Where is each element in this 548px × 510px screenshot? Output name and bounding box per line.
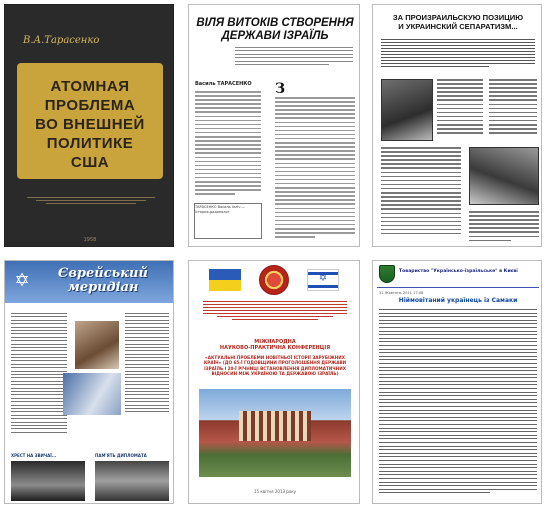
header-divider xyxy=(377,287,539,288)
newspaper-col-a xyxy=(437,79,483,136)
society-name: Товариство "Українсько-ізраїльське" в Києві xyxy=(399,269,518,274)
newspaper-headline: ЗА ПРОИЗРАИЛЬСКУЮ ПОЗИЦИЮ И УКРАИНСКИЙ СЕПАРАТИЗМ... xyxy=(392,13,524,31)
university-seal-icon xyxy=(259,265,289,295)
article-column-right xyxy=(275,97,355,240)
masthead-title: Єврейський меридіан xyxy=(58,266,148,295)
newspaper-col-d xyxy=(469,211,539,244)
book-author: В.А.Тарасенко xyxy=(23,35,100,46)
publisher-text-lines xyxy=(27,197,155,206)
author-caption: ТАРАСЕНКО Василь Ілліч — історик-радянолог xyxy=(195,205,245,214)
section-heading-right: ПАМ'ЯТЬ ДИПЛОМАТА xyxy=(95,453,147,458)
book-cover-tile xyxy=(4,4,174,247)
newspaper-tile xyxy=(372,4,542,247)
newspaper-col-c xyxy=(381,147,461,237)
jewish-meridian-tile xyxy=(4,260,174,504)
newspaper-col-b xyxy=(489,79,537,136)
meridian-col-b xyxy=(125,313,169,415)
article-headline: ВІЛЯ ВИТОКІВ СТВОРЕННЯ ДЕРЖАВИ ІЗРАЇЛЬ xyxy=(196,17,354,42)
group-photo xyxy=(469,147,539,205)
book-title: АТОМНАЯ ПРОБЛЕМА ВО ВНЕШНЕЙ ПОЛИТИКЕ США xyxy=(35,78,145,171)
conference-title: «АКТУАЛЬНІ ПРОБЛЕМИ НОВІТНЬОЇ ІСТОРІЇ ЗАРУБІЖНИХ КРАЇН» (ДО 65-Ї ГОДОВЩИНИ ПРОГОЛОШЕННЯ ДЕРЖАВИ ІЗРАЇЛЬ І 20-Ї РІЧНИЦІ ВСТАНОВЛЕННЯ ДИПЛОМАТИЧНИХ ВІДНОСИН МІЖ УКРАЇНОЮ ТА ДЕРЖАВОЮ ІЗРАЇЛЬ) xyxy=(203,355,347,377)
article-column-left xyxy=(195,91,261,197)
meridian-col-a xyxy=(11,313,67,435)
article-dropcap: З xyxy=(275,81,286,97)
building-columns xyxy=(239,411,311,441)
article-lead-lines xyxy=(235,47,353,67)
article-byline: Василь ТАРАСЕНКО xyxy=(195,81,252,87)
menorah-icon: ✡ xyxy=(14,270,30,291)
society-emblem-icon xyxy=(379,265,395,283)
post-body-lines xyxy=(379,309,537,496)
bottom-photo-right xyxy=(95,461,169,501)
document-photo xyxy=(63,373,121,415)
post-headline: Ніймовітаний українець із Самаки xyxy=(398,297,518,304)
portrait-photo xyxy=(75,321,119,369)
organizer-text-lines xyxy=(203,301,347,322)
bottom-photo-left xyxy=(11,461,85,501)
conference-date: 15 квітня 2013 року xyxy=(253,489,297,494)
conference-tile xyxy=(188,260,360,504)
society-page-tile xyxy=(372,260,542,504)
book-year: 1958 xyxy=(83,237,97,243)
newspaper-intro-lines xyxy=(381,39,535,69)
article-tile xyxy=(188,4,360,247)
section-heading-left: ХРЕСТ НА ЗВИЧАЇ... xyxy=(11,453,57,458)
post-date: 31 Жовтень 2011 17:08 xyxy=(379,291,424,295)
portrait-photo xyxy=(381,79,433,141)
ukraine-flag-icon xyxy=(209,269,241,291)
israel-flag-icon: ✡ xyxy=(307,269,339,291)
conference-label: МІЖНАРОДНА НАУКОВО-ПРАКТИЧНА КОНФЕРЕНЦІЯ xyxy=(219,339,331,351)
